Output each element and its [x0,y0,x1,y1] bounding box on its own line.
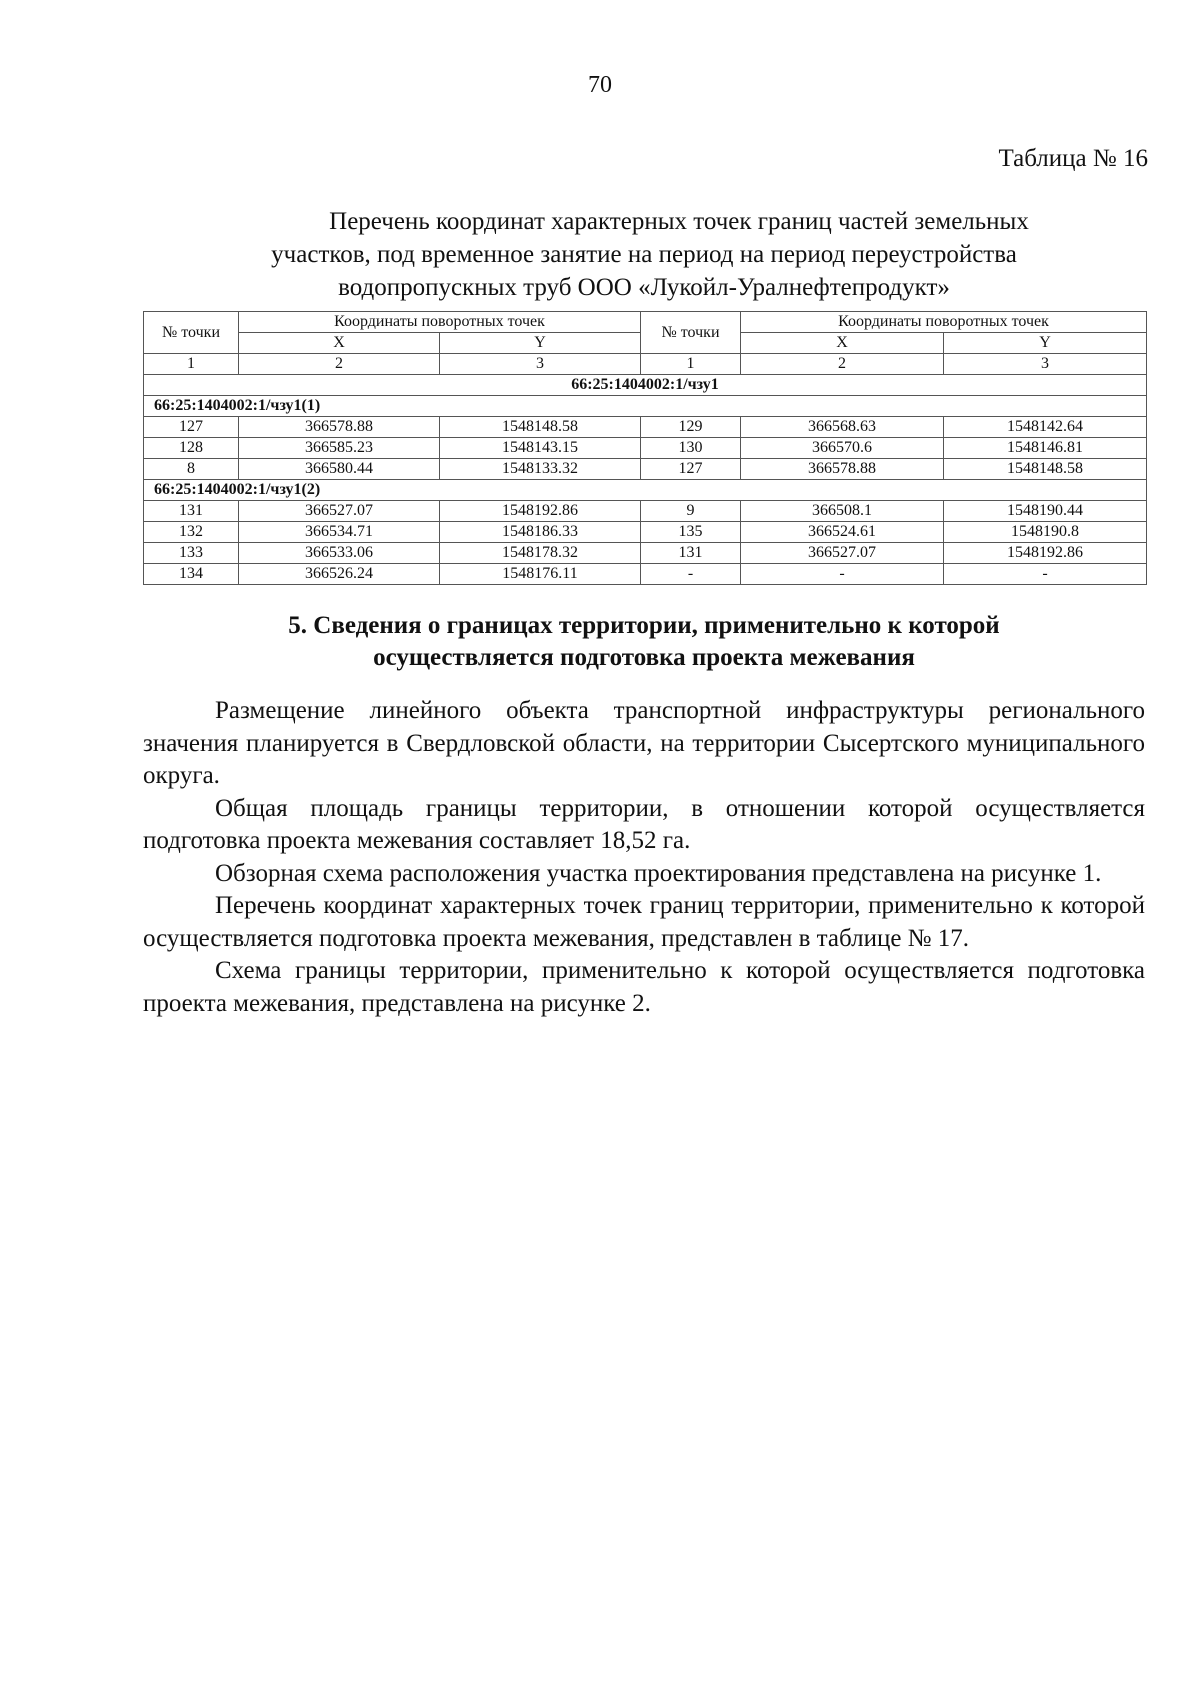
table-cell: 131 [641,543,741,564]
table-cell: 366524.61 [741,522,944,543]
section-heading-line: 5. Сведения о границах территории, применительно к которой [288,612,1000,639]
header-x: X [741,333,944,354]
table-cell: 366578.88 [239,417,440,438]
table-cell: 135 [641,522,741,543]
parcel-row [144,375,1147,396]
table-cell: 366533.06 [239,543,440,564]
table-cell: - [641,564,741,585]
column-number: 3 [944,354,1147,375]
table-cell: 1548133.32 [440,459,641,480]
table-cell: 127 [641,459,741,480]
table-cell: 366508.1 [741,501,944,522]
table-cell: 1548148.58 [440,417,641,438]
table-cell: 128 [144,438,239,459]
paragraph: Размещение линейного объекта транспортной инфраструктуры регионального значения планируется в Свердловской области, на территории Сысертского муниципального округа. [143,697,1145,789]
table-caption: Таблица № 16 [998,145,1148,172]
page-number: 70 [588,72,612,98]
body-text [143,695,1145,1020]
header-point-no: № точки [641,312,741,354]
table-cell: 1548146.81 [944,438,1147,459]
group-label: 66:25:1404002:1/чзу1(2) [144,480,1147,501]
table-cell: 366527.07 [741,543,944,564]
section-heading [143,610,1145,674]
table-cell: 1548148.58 [944,459,1147,480]
table-cell: 366580.44 [239,459,440,480]
table-cell: - [741,564,944,585]
table-cell: 366527.07 [239,501,440,522]
coordinates-table [143,311,1147,585]
table-cell: 1548190.44 [944,501,1147,522]
table-cell: 127 [144,417,239,438]
group-row [144,396,1147,417]
table-title-line: водопропускных труб ООО «Лукойл-Уралнефтепродукт» [338,274,950,301]
table-row [144,459,1147,480]
table-cell: - [944,564,1147,585]
header-point-no: № точки [144,312,239,354]
header-x: X [239,333,440,354]
table-cell: 366585.23 [239,438,440,459]
table-cell: 133 [144,543,239,564]
table-cell: 8 [144,459,239,480]
header-y: Y [944,333,1147,354]
table-cell: 366568.63 [741,417,944,438]
table-row [144,543,1147,564]
column-number: 1 [144,354,239,375]
table-row [144,417,1147,438]
table-cell: 1548186.33 [440,522,641,543]
table-cell: 366534.71 [239,522,440,543]
header-coords: Координаты поворотных точек [741,312,1147,333]
column-number: 3 [440,354,641,375]
table-cell: 132 [144,522,239,543]
column-number: 1 [641,354,741,375]
table-row [144,564,1147,585]
table-row [144,438,1147,459]
table-cell: 366570.6 [741,438,944,459]
table-cell: 130 [641,438,741,459]
table-cell: 1548142.64 [944,417,1147,438]
table-cell: 1548192.86 [944,543,1147,564]
table-cell: 366578.88 [741,459,944,480]
paragraph: Общая площадь границы территории, в отношении которой осуществляется подготовка проекта межевания составляет 18,52 га. [143,794,1145,854]
table-title-line: Перечень координат характерных точек границ частей земельных [329,208,1029,235]
table-row [144,501,1147,522]
column-number-row [144,354,1147,375]
table-cell: 1548192.86 [440,501,641,522]
section-heading-line: осуществляется подготовка проекта межевания [373,644,915,671]
table-cell: 1548190.8 [944,522,1147,543]
table-cell: 1548176.11 [440,564,641,585]
group-row [144,480,1147,501]
paragraph: Схема границы территории, применительно к которой осуществляется подготовка проекта межевания, представлена на рисунке 2. [143,957,1145,1017]
table-cell: 1548143.15 [440,438,641,459]
table-cell: 366526.24 [239,564,440,585]
table-header-row [144,312,1147,333]
table-cell: 131 [144,501,239,522]
column-number: 2 [239,354,440,375]
table-cell: 9 [641,501,741,522]
table-cell: 129 [641,417,741,438]
parcel-number: 66:25:1404002:1/чзу1 [144,375,1147,396]
column-number: 2 [741,354,944,375]
paragraph: Перечень координат характерных точек границ территории, применительно к которой осуществляется подготовка проекта межевания, представлен в таблице № 17. [143,892,1145,952]
paragraph: Обзорная схема расположения участка проектирования представлена на рисунке 1. [215,859,1102,887]
header-y: Y [440,333,641,354]
table-cell: 134 [144,564,239,585]
group-label: 66:25:1404002:1/чзу1(1) [144,396,1147,417]
table-cell: 1548178.32 [440,543,641,564]
table-row [144,522,1147,543]
header-coords: Координаты поворотных точек [239,312,641,333]
table-title-line: участков, под временное занятие на период на период переустройства [271,241,1017,268]
table-title [143,205,1145,304]
